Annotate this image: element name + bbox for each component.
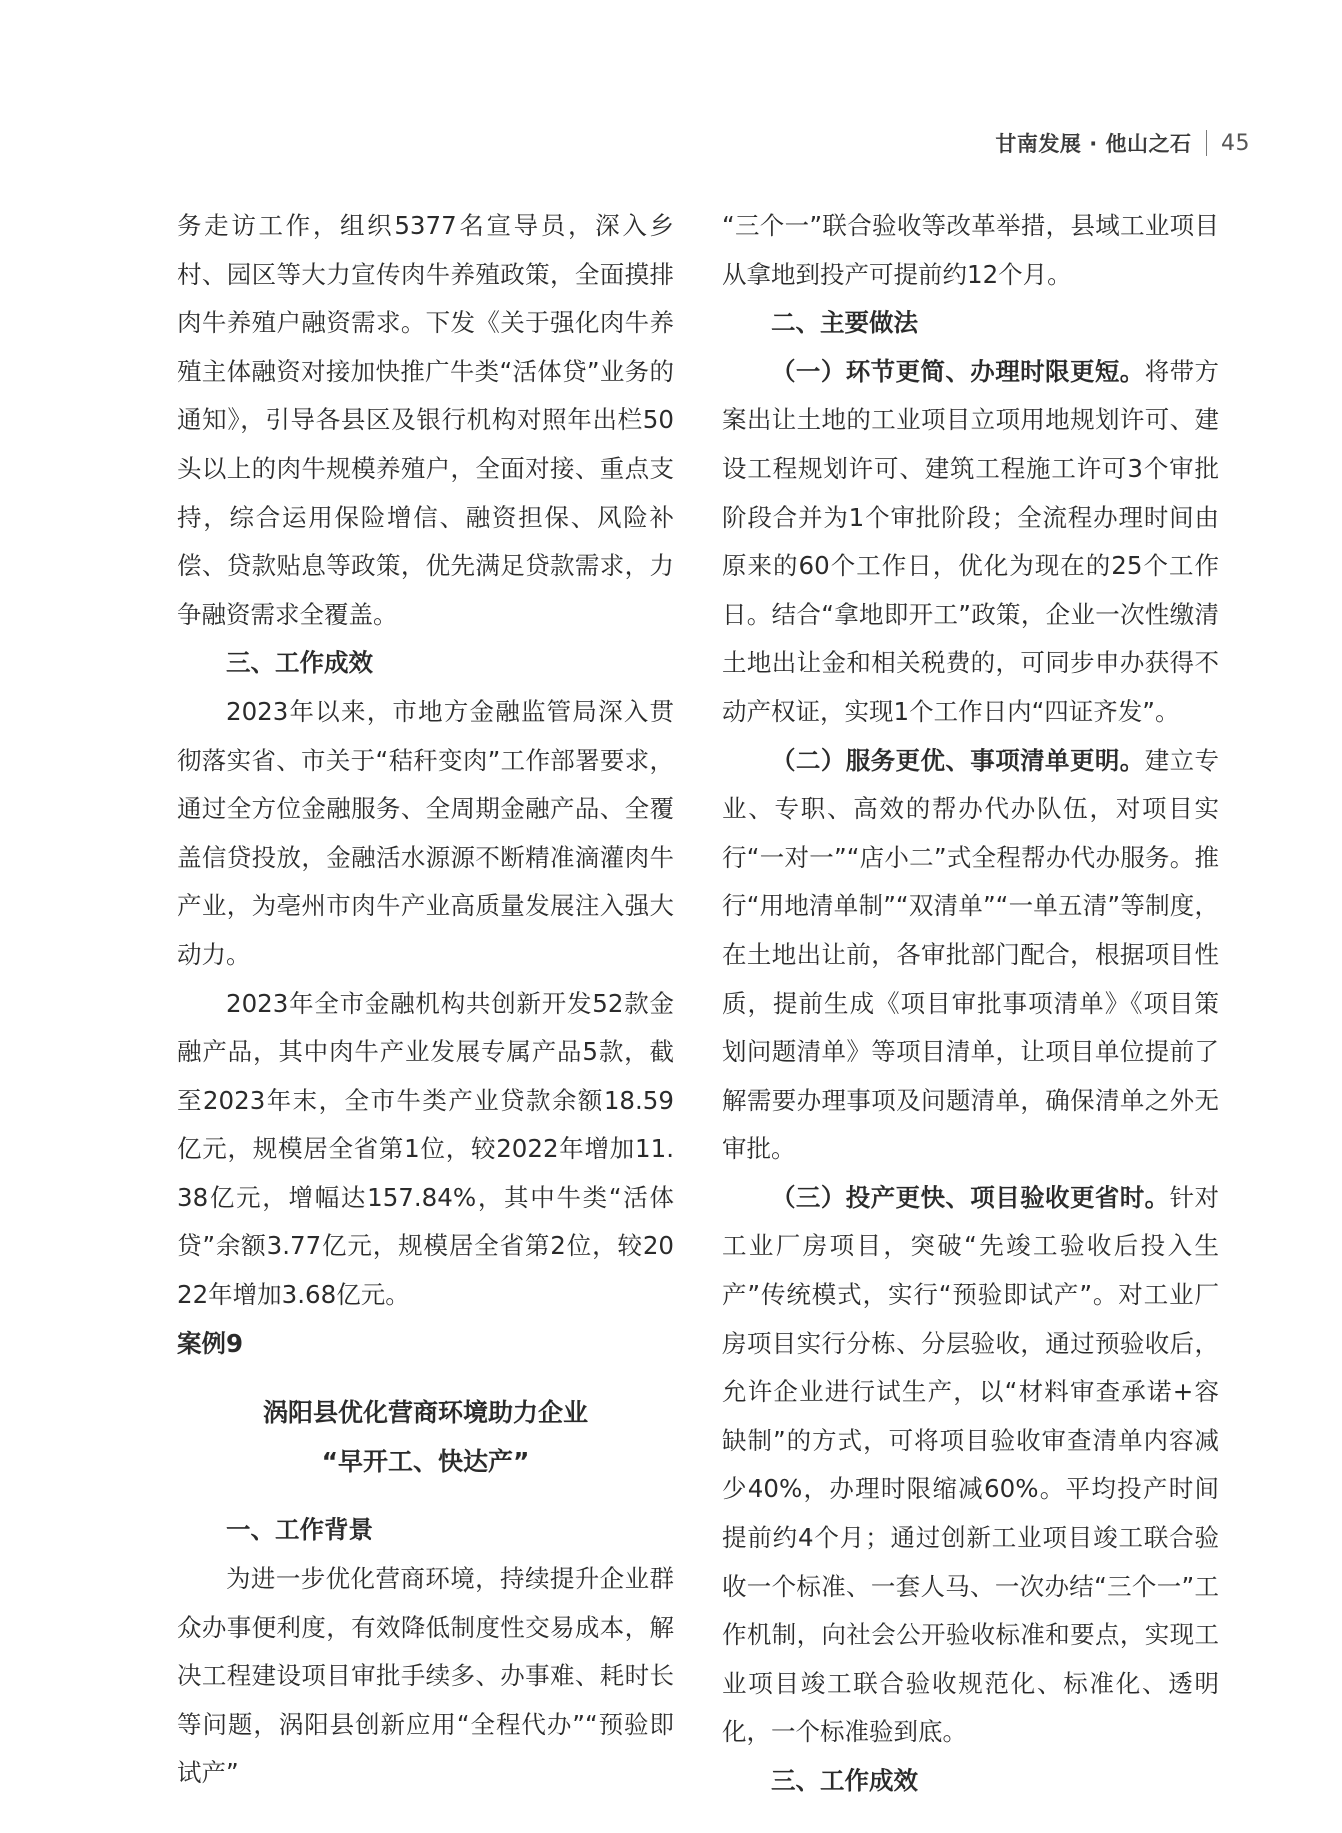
section-heading-background: 一、工作背景 [226, 1515, 373, 1545]
paragraph-results-figures: 2023年全市金融机构共创新开发52款金融产品，其中肉牛产业发展专属产品5款，截至2023年末，全市牛类产业贷款余额18.59亿元，规模居全省第1位，较2022年增加11.38亿元，增幅达157.84%，其中牛类“活体贷”余额3.77亿元，规模居全省第2位，较2022年增加3.68亿元。 [177, 988, 674, 1310]
section-title: 甘南发展 · 他山之石 [995, 132, 1192, 156]
running-header [995, 128, 1250, 158]
paragraph-method-1 [722, 348, 1219, 737]
case-label: 案例9 [177, 1328, 244, 1358]
method-1-body: 将带方案出让土地的工业项目立项用地规划许可、建设工程规划许可、建筑工程施工许可3个审批阶段合并为1个审批阶段；全流程办理时间由原来的60个工作日，优化为现在的25个工作日。结合“拿地即开工”政策，企业一次性缴清土地出让金和相关税费的，可同步申办获得不动产权证，实现1个工作日内“四证齐发”。 [722, 356, 1220, 726]
paragraph-continued: “三个一”联合验收等改革举措，县域工业项目从拿地到投产可提前约12个月。 [722, 211, 1219, 289]
header-divider [1206, 130, 1208, 156]
section-heading-results: 三、工作成效 [226, 648, 373, 678]
paragraph-method-3 [722, 1174, 1219, 1757]
case-title-line-1: 涡阳县优化营商环境助力企业 [262, 1398, 588, 1428]
left-column [177, 202, 674, 1798]
paragraph-background: 为进一步优化营商环境，持续提升企业群众办事便利度，有效降低制度性交易成本，解决工程建设项目审批手续多、办事难、耗时长等问题，涡阳县创新应用“全程代办”“预验即试产” [177, 1564, 674, 1788]
method-2-lead: （二）服务更优、事项清单更明。 [771, 745, 1145, 775]
method-1-lead: （一）环节更简、办理时限更短。 [771, 356, 1145, 386]
method-2-body: 建立专业、专职、高效的帮办代办队伍，对项目实行“一对一”“店小二”式全程帮办代办服务。推行“用地清单制”“双清单”“一单五清”等制度，在土地出让前，各审批部门配合，根据项目性质，提前生成《项目审批事项清单》《项目策划问题清单》等项目清单，让项目单位提前了解需要办理事项及问题清单，确保清单之外无审批。 [722, 745, 1220, 1164]
paragraph-continued: 务走访工作，组织5377名宣导员，深入乡村、园区等大力宣传肉牛养殖政策，全面摸排肉牛养殖户融资需求。下发《关于强化肉牛养殖主体融资对接加快推广牛类“活体贷”业务的通知》，引导各县区及银行机构对照年出栏50头以上的肉牛规模养殖户，全面对接、重点支持，综合运用保险增信、融资担保、风险补偿、贷款贴息等政策，优先满足贷款需求，力争融资需求全覆盖。 [177, 211, 674, 629]
method-3-lead: （三）投产更快、项目验收更省时。 [771, 1182, 1170, 1212]
section-heading-methods: 二、主要做法 [771, 308, 918, 338]
case-title-line-2: “早开工、快达产” [321, 1446, 530, 1476]
section-heading-results: 三、工作成效 [771, 1766, 918, 1795]
case-title [177, 1389, 674, 1486]
paragraph-method-2 [722, 737, 1219, 1174]
page-number: 45 [1221, 130, 1250, 156]
method-3-body: 针对工业厂房项目，突破“先竣工验收后投入生产”传统模式，实行“预验即试产”。对工业厂房项目实行分栋、分层验收，通过预验收后，允许企业进行试生产，以“材料审查承诺+容缺制”的方式，可将项目验收审查清单内容减少40%，办理时限缩减60%。平均投产时间提前约4个月；通过创新工业项目竣工联合验收一个标准、一套人马、一次办结“三个一”工作机制，向社会公开验收标准和要点，实现工业项目竣工联合验收规范化、标准化、透明化，一个标准验到底。 [722, 1182, 1220, 1747]
right-column [722, 202, 1219, 1806]
paragraph-results-intro: 2023年以来，市地方金融监管局深入贯彻落实省、市关于“秸秆变肉”工作部署要求，通过全方位金融服务、全周期金融产品、全覆盖信贷投放，金融活水源源不断精准滴灌肉牛产业，为亳州市肉牛产业高质量发展注入强大动力。 [177, 696, 674, 969]
